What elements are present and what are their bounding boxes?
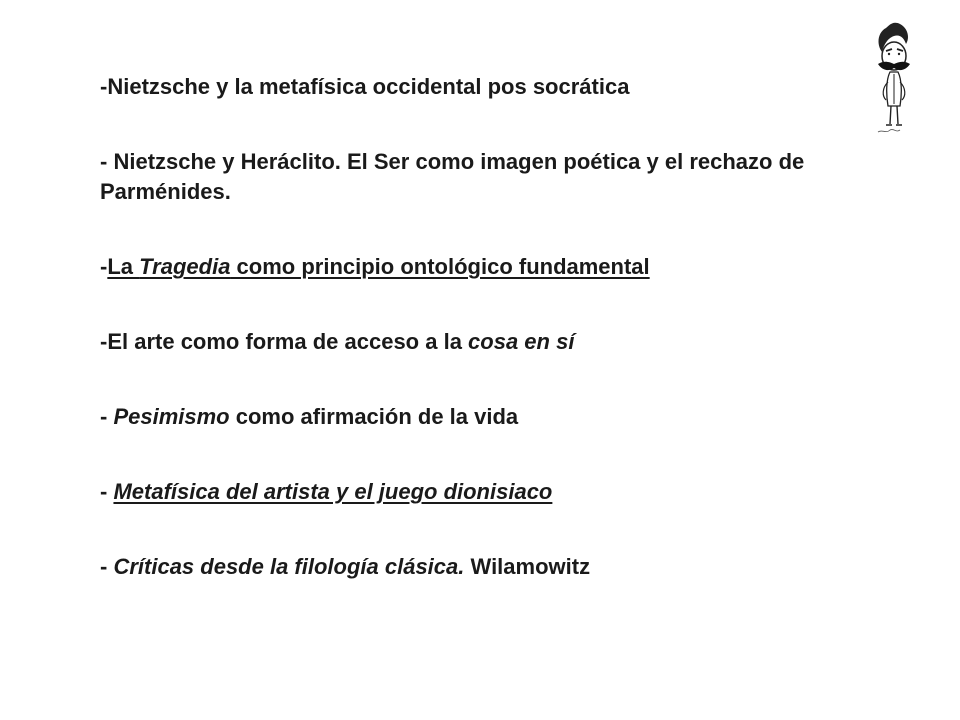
- list-item: - Críticas desde la filología clásica. Wilamowitz: [100, 554, 591, 579]
- list-item: - Metafísica del artista y el juego dionisiaco: [100, 479, 553, 504]
- list-item: -La Tragedia como principio ontológico fundamental: [100, 254, 650, 279]
- list-item: -El arte como forma de acceso a la cosa en sí: [100, 329, 575, 354]
- list-item: - Pesimismo como afirmación de la vida: [100, 404, 519, 429]
- list-item: -Nietzsche y la metafísica occidental pos socrática: [100, 74, 630, 99]
- nietzsche-caricature-image: [864, 18, 934, 138]
- bullet-list: [100, 72, 820, 582]
- list-item: - Nietzsche y Heráclito. El Ser como imagen poética y el rechazo de Parménides.: [100, 149, 811, 204]
